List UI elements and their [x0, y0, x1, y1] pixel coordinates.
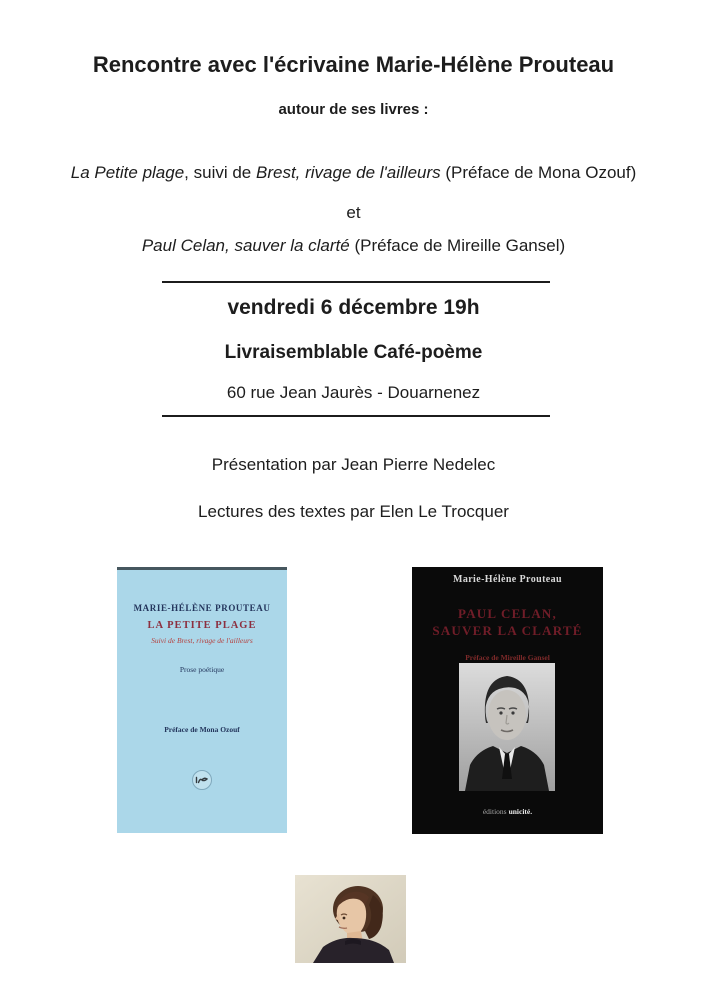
lectures-credit: Lectures des textes par Elen Le Trocquer — [198, 502, 509, 521]
publisher-name: unicité. — [508, 807, 533, 816]
book-title-brest: Brest, rivage de l'ailleurs — [255, 163, 441, 182]
horizontal-rule-top — [162, 281, 550, 283]
cover-right-title-line1: PAUL CELAN, — [458, 606, 557, 621]
cover-left-genre: Prose poétique — [179, 665, 225, 674]
book-title-la-petite-plage: La Petite plage — [70, 163, 185, 182]
book-line-1-preface: (Préface de Mona Ozouf) — [440, 163, 637, 182]
event-datetime: vendredi 6 décembre 19h — [227, 296, 480, 319]
horizontal-rule-bottom — [162, 415, 550, 417]
book-cover-paul-celan — [412, 567, 603, 834]
author-portrait-photo — [295, 875, 406, 963]
cover-right-author: Marie-Hélène Prouteau — [452, 574, 562, 585]
book-line-2-preface: (Préface de Mireille Gansel) — [349, 236, 566, 255]
cover-left-title: LA PETITE PLAGE — [147, 620, 257, 631]
cover-right-preface: Préface de Mireille Gansel — [465, 653, 550, 662]
cover-left-preface: Préface de Mona Ozouf — [164, 725, 240, 734]
book-cover-la-petite-plage — [117, 567, 287, 833]
cover-left-subtitle: Suivi de Brest, rivage de l'ailleurs — [151, 636, 253, 645]
cover-right-title-line2: SAUVER LA CLARTÉ — [432, 623, 583, 638]
book-line-1 — [0, 163, 707, 183]
book-line-2 — [0, 236, 707, 256]
cover-right-title — [412, 605, 603, 639]
connector-et: et — [346, 203, 361, 222]
book-title-paul-celan: Paul Celan, sauver la clarté — [141, 236, 350, 255]
cover-right-publisher — [412, 807, 603, 816]
presentation-credit: Présentation par Jean Pierre Nedelec — [211, 455, 496, 474]
publisher-prefix: éditions — [482, 807, 507, 816]
page-title: Rencontre avec l'écrivaine Marie-Hélène Prouteau — [92, 52, 615, 77]
cover-left-author: MARIE-HÉLÈNE PROUTEAU — [133, 603, 271, 613]
publisher-logo-icon — [117, 768, 287, 792]
book-line-1-mid: , suivi de — [184, 163, 256, 182]
flyer-subtitle: autour de ses livres : — [278, 101, 429, 118]
event-venue: Livraisemblable Café-poème — [224, 342, 483, 363]
event-address: 60 rue Jean Jaurès - Douarnenez — [226, 383, 481, 402]
celan-portrait-photo — [459, 663, 555, 791]
